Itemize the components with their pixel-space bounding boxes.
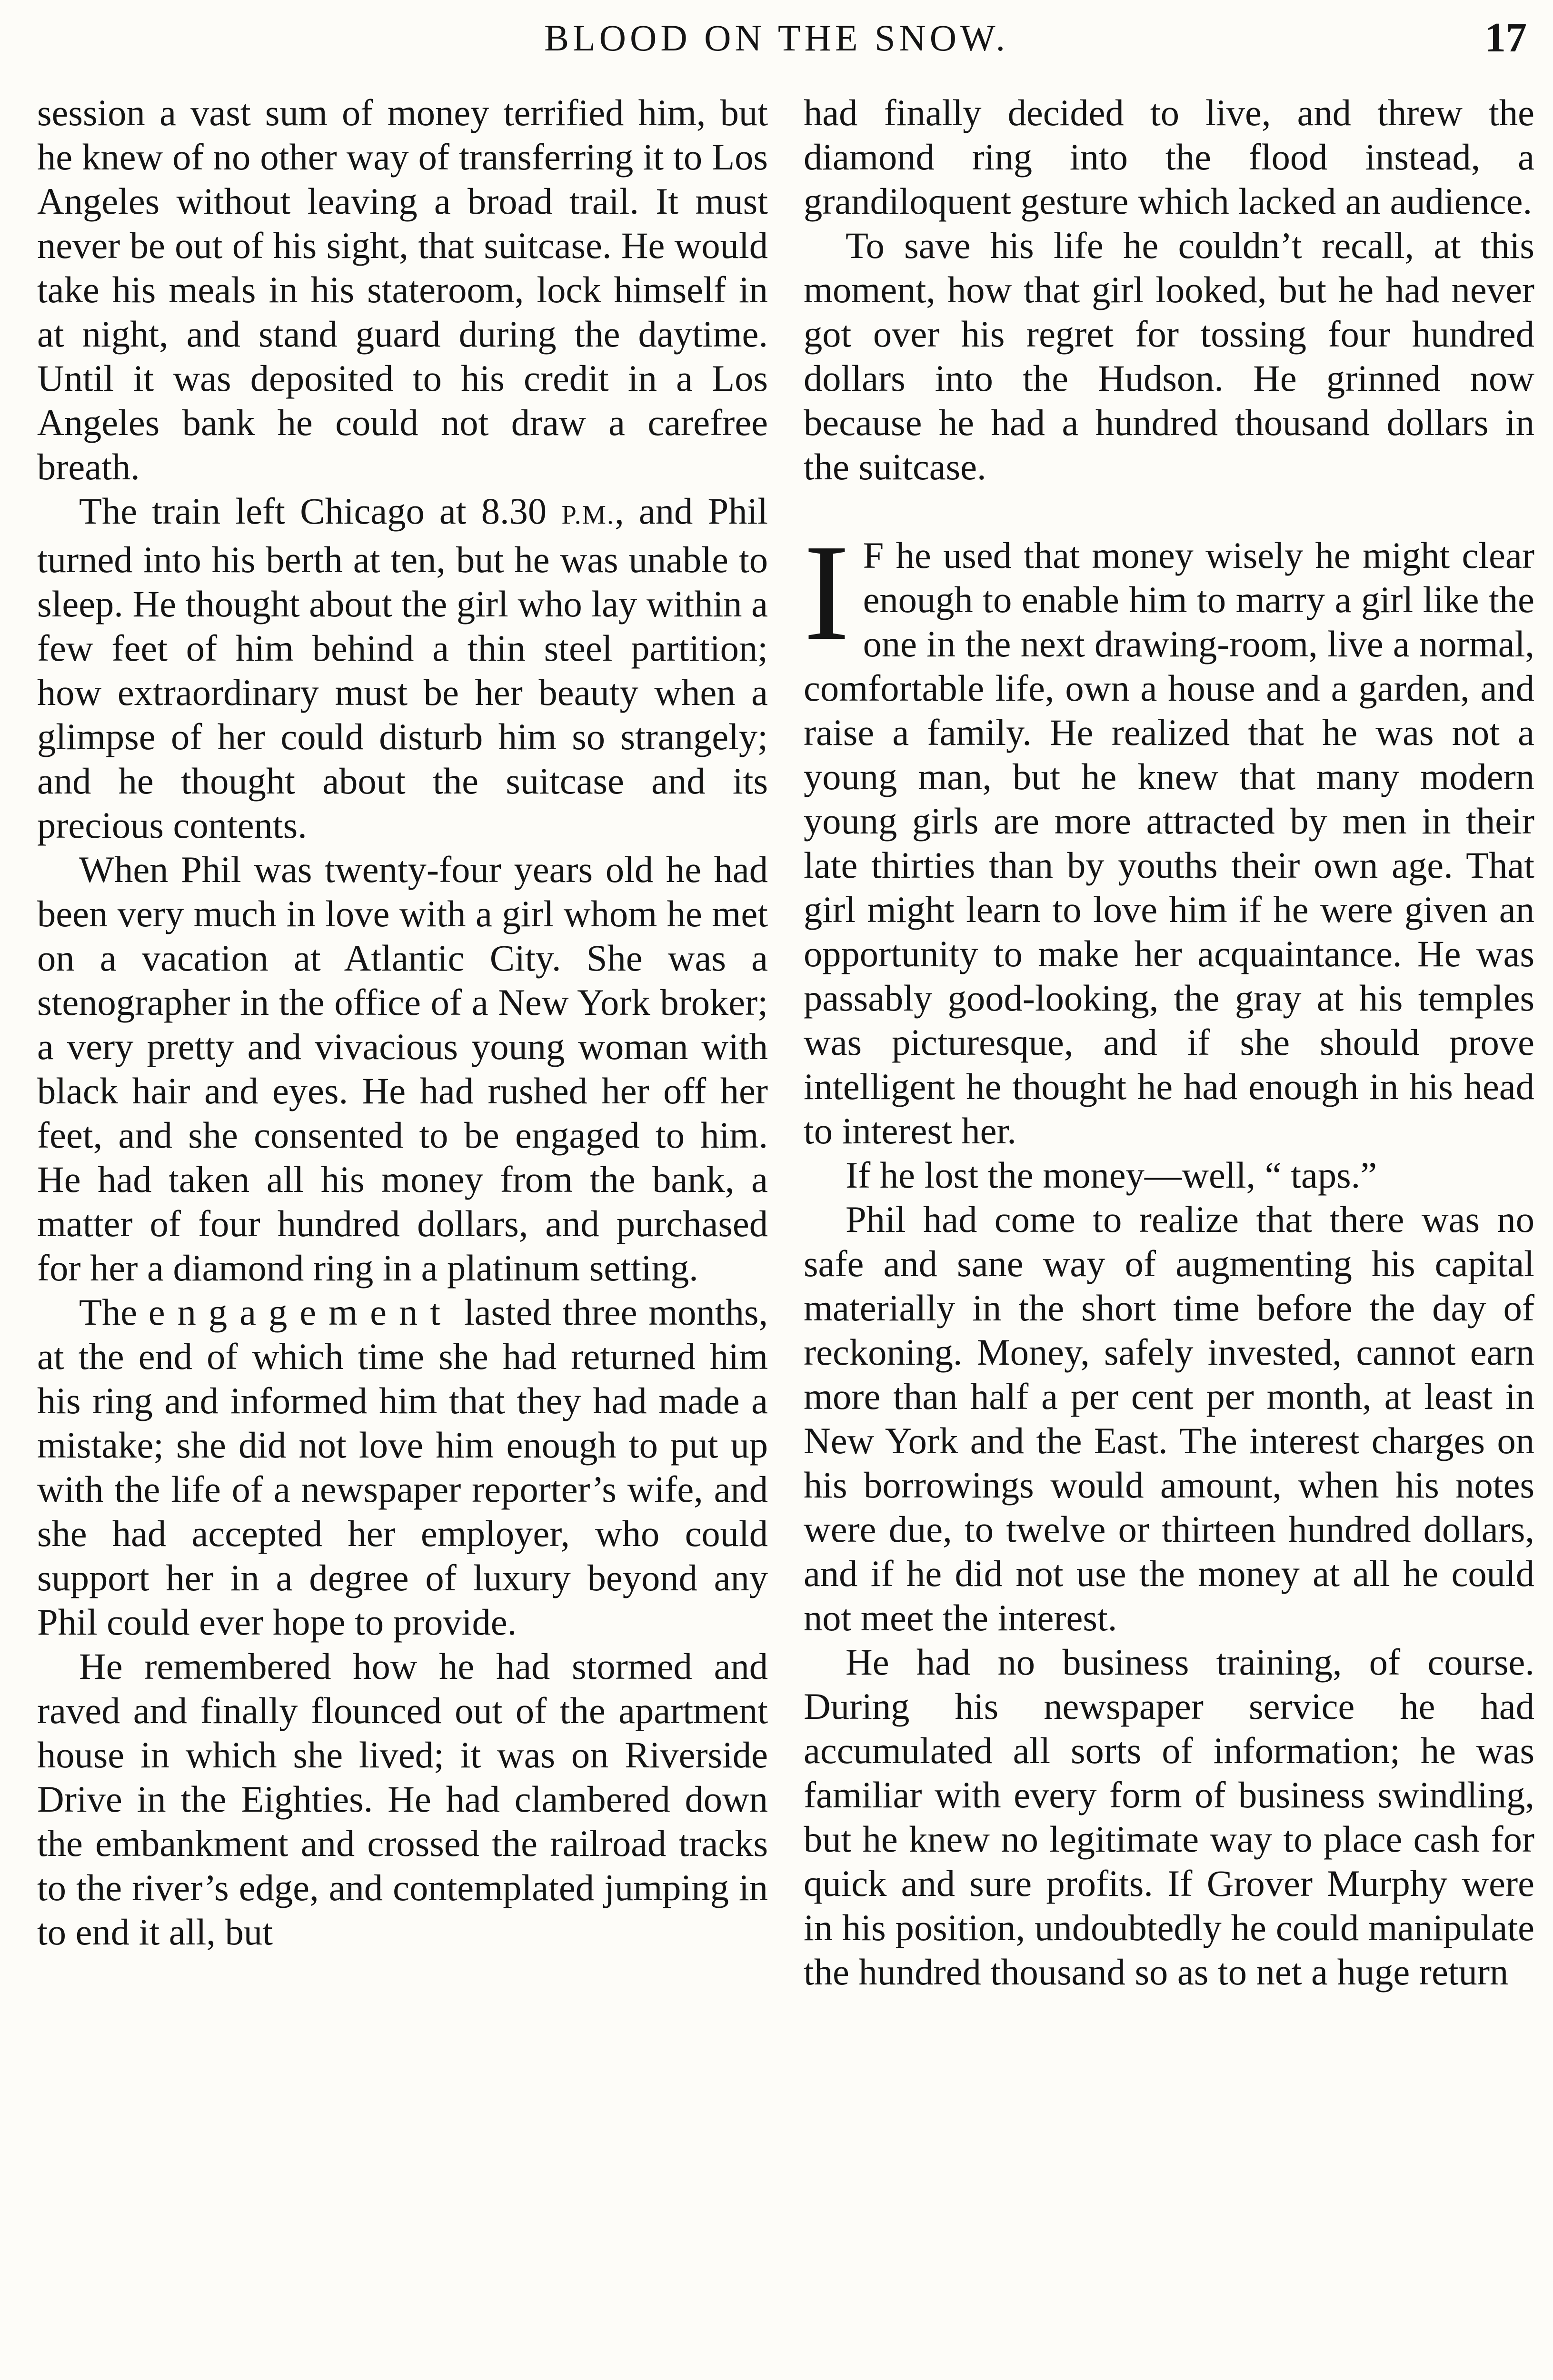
paragraph-capital: Phil had come to realize that there was no safe and sane way of augmenting his capital materially in the short time before the day of reckoning. Money, safely invested, cannot earn more than half a per cent per month, at least in New York and the East. The interest charges on his borrowings would amount, when his notes were due, to twelve or thirteen hundred dollars, and if he did not use the money at all he could not meet the interest. xyxy=(804,1199,1534,1638)
paragraph-text: F he used that money wisely he might clear enough to enable him to marry a girl like the one in the next drawing-room, live a normal, comfortable life, own a house and a garden, and raise a family. He realized that he was not a young man, but he knew that many modern young girls are more attracted by men in their late thirties than by youths their own age. That girl might learn to love him if he were given an opportunity to make her acquaintance. He was passably good-looking, the gray at his temples was picturesque, and if she should prove intelligent he thought he had enough in his head to interest her. xyxy=(804,535,1534,1151)
paragraph-text: lasted three months, at the end of which time she had returned him his ring and informed him that they had made a mistake; she did not love him enough to put up with the life of a newspaper reporter’s wife, and she had accepted her employer, who could support her in a degree of luxury beyond any Phil could ever hope to provide. xyxy=(37,1291,768,1643)
spaced-word: engagement xyxy=(148,1291,453,1333)
page-number: 17 xyxy=(1485,15,1527,61)
paragraph-train xyxy=(37,489,768,847)
paragraph-business: He had no business training, of course. During his newspaper service he had accumulated all sorts of information; he was familiar with every form of business swindling, but he knew no legitimate way to place cash for quick and sure profits. If Grover Murphy were in his position, undoubtedly he could manipulate the hundred thousand so as to net a huge return xyxy=(804,1641,1534,1993)
paragraph-money-plan xyxy=(804,516,1534,1153)
drop-cap: I xyxy=(804,516,850,669)
running-head xyxy=(0,14,1553,62)
paragraph-text: , and Phil turned into his berth at ten, but he was unable to sleep. He thought about the girl who lay within a few feet of him behind a thin steel partition; how extraordinary must be her beauty when a glimpse of her could disturb him so strangely; and he thought about the suitcase and its precious contents. xyxy=(37,490,768,846)
paragraph-text: The train left Chicago at 8.30 xyxy=(79,490,562,532)
paragraph-continued: session a vast sum of money terrified him, but he knew of no other way of transferring it to Los Angeles without leaving a broad trail. It must never be out of his sight, that suitcase. He would take his meals in his stateroom, lock himself in at night, and stand guard during the daytime. Until it was deposited to his credit in a Los Angeles bank he could not draw a carefree breath. xyxy=(37,92,768,487)
paragraph-riverside: He remembered how he had stormed and raved and finally flounced out of the apartment house in which she lived; it was on Riverside Drive in the Eighties. He had clambered down the embankment and crossed the railroad tracks to the river’s edge, and contemplated jumping in to end it all, but xyxy=(37,1646,768,1953)
paragraph-taps: If he lost the money—well, “ taps.” xyxy=(846,1154,1377,1196)
section-break xyxy=(804,489,1534,533)
paragraph-engagement xyxy=(37,1290,768,1644)
running-title: BLOOD ON THE SNOW. xyxy=(544,17,1009,59)
paragraph-continued: had finally decided to live, and threw the diamond ring into the flood instead, a grandiloquent gesture which lacked an audience. xyxy=(804,92,1534,222)
time-abbreviation: P.M. xyxy=(561,500,615,530)
paragraph-text: The xyxy=(79,1291,149,1333)
paragraph-recall: To save his life he couldn’t recall, at this moment, how that girl looked, but he had never got over his regret for tossing four hundred dollars into the Hudson. He grinned now because he had a hundred thousand dollars in the suitcase. xyxy=(804,225,1534,487)
left-column xyxy=(37,90,768,1954)
paragraph-past-love: When Phil was twenty-four years old he had been very much in love with a girl whom he met on a vacation at Atlantic City. She was a stenographer in the office of a New York broker; a very pretty and vivacious young woman with black hair and eyes. He had rushed her off her feet, and she consented to be engaged to him. He had taken all his money from the bank, a matter of four hundred dollars, and purchased for her a diamond ring in a platinum setting. xyxy=(37,849,768,1289)
right-column xyxy=(804,90,1534,1994)
